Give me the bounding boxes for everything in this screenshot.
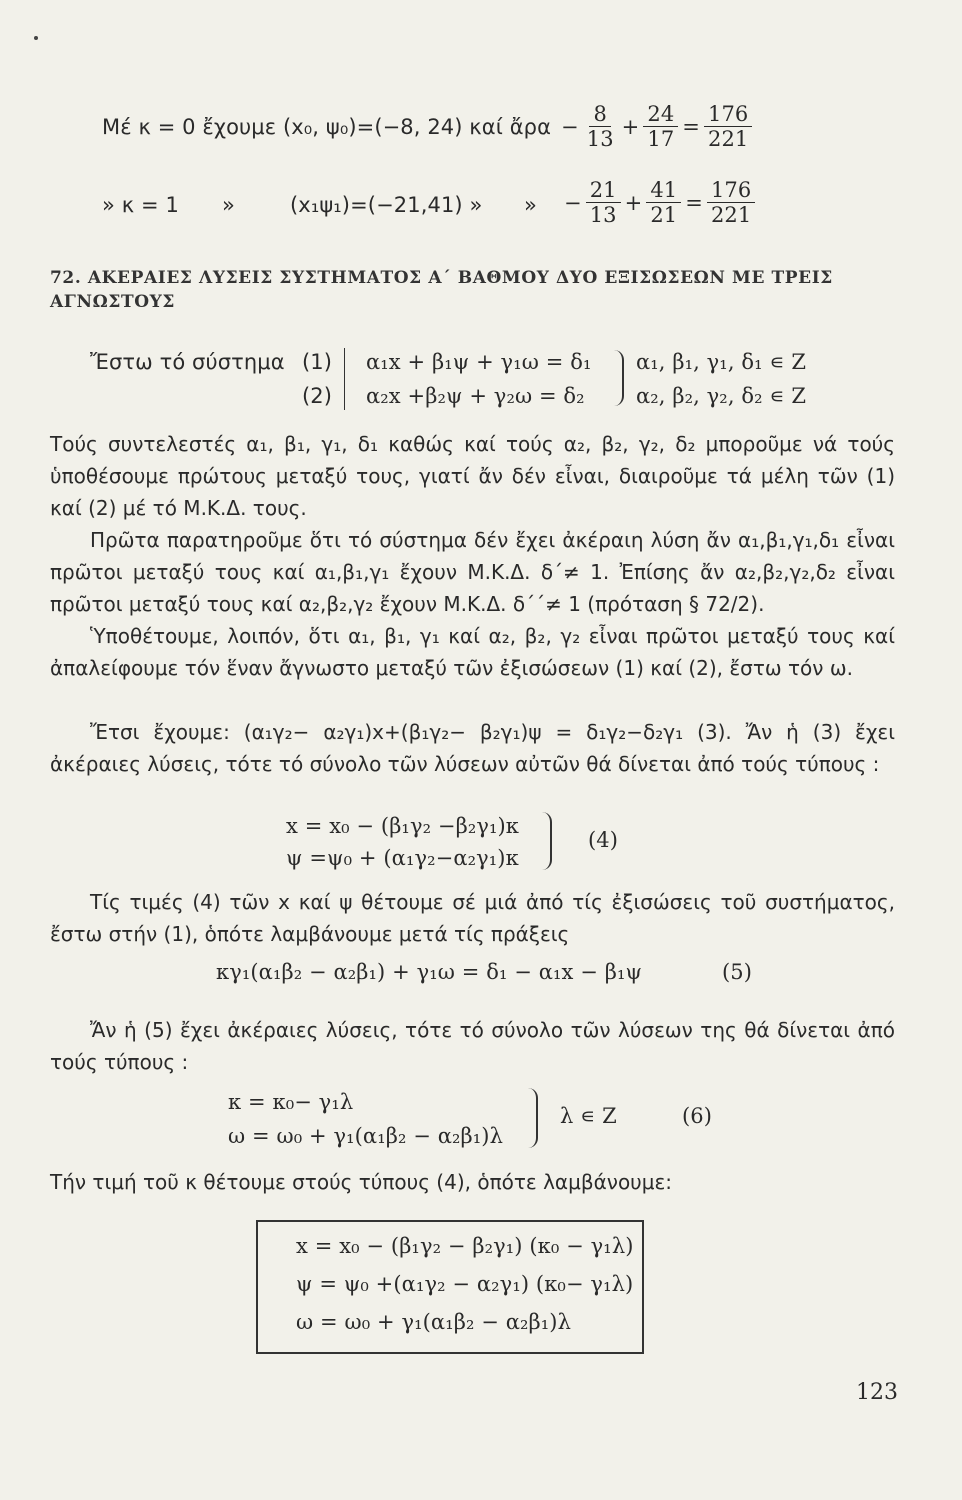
intro-row-2-k: » κ = 1 bbox=[102, 193, 179, 217]
paragraph-2 bbox=[50, 524, 895, 620]
result-line-3: ω = ω₀ + γ₁(α₁β₂ − α₂β₁)λ bbox=[296, 1310, 571, 1334]
paragraph-6 bbox=[50, 1014, 895, 1078]
equals-sign: = bbox=[685, 190, 703, 215]
paragraph-5-text: Τίς τιμές (4) τῶν x καί ψ θέτουμε σέ μιά ἀπό τίς ἐξισώσεις τοῦ συστήματος, ἔστω στήν (1), ὁπότε λαμβάνουμε μετά τίς πράξεις bbox=[50, 890, 895, 946]
paragraph-4 bbox=[50, 716, 895, 780]
paragraph-1 bbox=[50, 428, 895, 524]
section-heading bbox=[50, 268, 833, 312]
minus-sign: − bbox=[561, 114, 579, 139]
ink-dot bbox=[34, 36, 38, 40]
plus-sign: + bbox=[624, 190, 643, 215]
page-number: 123 bbox=[856, 1380, 898, 1405]
paragraph-4-text: Ἔτσι ἔχουμε: (α₁γ₂− α₂γ₁)x+(β₁γ₂− β₂γ₁)ψ = δ₁γ₂−δ₂γ₁ (3). Ἄν ἡ (3) ἔχει ἀκέραιες λύσεις, τότε τό σύνολο τῶν λύσεων αὐτῶν θά δίνεται ἀπό τούς τύπους : bbox=[50, 720, 895, 776]
fraction: $\frac{21}{13}$ bbox=[586, 178, 621, 227]
intro-row-2 bbox=[102, 178, 762, 238]
formula-6-line-1: κ = κ₀− γ₁λ bbox=[228, 1090, 354, 1114]
equation-label-1: (1) bbox=[302, 350, 333, 374]
formula-6-condition: λ ∊ Z bbox=[560, 1104, 617, 1128]
ditto-mark: » bbox=[222, 193, 235, 217]
fraction: $\frac{176}{221}$ bbox=[704, 102, 752, 151]
fraction: $\frac{8}{13}$ bbox=[586, 102, 614, 152]
formula-4-label: (4) bbox=[588, 828, 619, 852]
paragraph-1-text: Τούς συντελεστές α₁, β₁, γ₁, δ₁ καθώς καί τούς α₂, β₂, γ₂, δ₂ μποροῦμε νά τούς ὑποθέσουμε πρώτους μεταξύ τους, γιατί ἄν δέν εἶναι, διαιροῦμε τά μέλη τῶν (1) καί (2) μέ τό Μ.Κ.Δ. τους. bbox=[50, 432, 895, 520]
formula-5: κγ₁(α₁β₂ − α₂β₁) + γ₁ω = δ₁ − α₁x − β₁ψ bbox=[216, 960, 643, 984]
equation-label-2: (2) bbox=[302, 384, 333, 408]
equals-sign: = bbox=[682, 114, 700, 139]
paragraph-7 bbox=[50, 1166, 895, 1198]
fraction: $\frac{41}{21}$ bbox=[646, 178, 681, 227]
paragraph-3-text: Ὑποθέτουμε, λοιπόν, ὅτι α₁, β₁, γ₁ καί α₂, β₂, γ₂ εἶναι πρῶτοι μεταξύ τους καί ἀπαλείφουμε τόν ἕναν ἄγνωστο μεταξύ τῶν ἐξισώσεων (1) καί (2), ἔστω τόν ω. bbox=[50, 624, 895, 680]
intro-row-1-text: Μέ κ = 0 ἔχουμε (x₀, ψ₀)=(−8, 24) καί ἄρα bbox=[102, 114, 552, 139]
system-lead: Ἔστω τό σύστημα bbox=[90, 350, 285, 374]
intro-row-1 bbox=[102, 102, 756, 151]
paragraph-3 bbox=[50, 620, 895, 684]
paragraph-7-text: Τήν τιμή τοῦ κ θέτουμε στούς τύπους (4), ὁπότε λαμβάνουμε: bbox=[50, 1170, 673, 1194]
section-heading-line-1: 72. ΑΚΕΡΑΙΕΣ ΛΥΣΕΙΣ ΣΥΣΤΗΜΑΤΟΣ Α΄ ΒΑΘΜΟΥ ΔΥΟ ΕΞΙΣΩΣΕΩΝ ΜΕ ΤΡΕΙΣ bbox=[50, 268, 833, 288]
formula-6-line-2: ω = ω₀ + γ₁(α₁β₂ − α₂β₁)λ bbox=[228, 1124, 503, 1148]
minus-sign: − bbox=[564, 190, 582, 215]
right-brace bbox=[614, 350, 624, 406]
intro-row-2-pair: (x₁ψ₁)=(−21,41) » bbox=[290, 193, 483, 217]
paragraph-5 bbox=[50, 886, 895, 950]
paragraph-6-text: Ἄν ἡ (5) ἔχει ἀκέραιες λύσεις, τότε τό σύνολο τῶν λύσεων της θά δίνεται ἀπό τούς τύπους : bbox=[50, 1018, 895, 1074]
formula-4-line-1: x = x₀ − (β₁γ₂ −β₂γ₁)κ bbox=[286, 814, 520, 838]
equation-1: α₁x + β₁ψ + γ₁ω = δ₁ bbox=[366, 350, 592, 374]
fraction: $\frac{24}{17}$ bbox=[643, 102, 678, 151]
result-box bbox=[256, 1220, 644, 1354]
equation-2: α₂x +β₂ψ + γ₂ω = δ₂ bbox=[366, 384, 585, 408]
result-line-2: ψ = ψ₀ +(α₁γ₂ − α₂γ₁) (κ₀− γ₁λ) bbox=[296, 1272, 634, 1296]
formula-6-label: (6) bbox=[682, 1104, 713, 1128]
right-brace bbox=[542, 812, 552, 870]
condition-1: α₁, β₁, γ₁, δ₁ ∊ Z bbox=[636, 350, 807, 374]
condition-2: α₂, β₂, γ₂, δ₂ ∊ Z bbox=[636, 384, 807, 408]
plus-sign: + bbox=[621, 114, 640, 139]
ditto-mark: » bbox=[524, 193, 537, 217]
result-line-1: x = x₀ − (β₁γ₂ − β₂γ₁) (κ₀ − γ₁λ) bbox=[296, 1234, 634, 1258]
section-heading-line-2: ΑΓΝΩΣΤΟΥΣ bbox=[50, 292, 175, 312]
system-divider bbox=[344, 348, 345, 410]
formula-4-line-2: ψ =ψ₀ + (α₁γ₂−α₂γ₁)κ bbox=[286, 846, 519, 870]
paragraph-2-text: Πρῶτα παρατηροῦμε ὅτι τό σύστημα δέν ἔχει ἀκέραιη λύση ἄν α₁,β₁,γ₁,δ₁ εἶναι πρῶτοι μεταξύ τους καί α₁,β₁,γ₁ ἔχουν Μ.Κ.Δ. δ΄≠ 1. Ἐπίσης ἄν α₂,β₂,γ₂,δ₂ εἶναι πρῶτοι μεταξύ τους καί α₂,β₂,γ₂ ἔχουν Μ.Κ.Δ. δ΄΄≠ 1 (πρόταση § 72/2). bbox=[50, 528, 895, 616]
fraction: $\frac{176}{221}$ bbox=[707, 178, 755, 227]
formula-5-label: (5) bbox=[722, 960, 753, 984]
right-brace bbox=[528, 1088, 538, 1148]
